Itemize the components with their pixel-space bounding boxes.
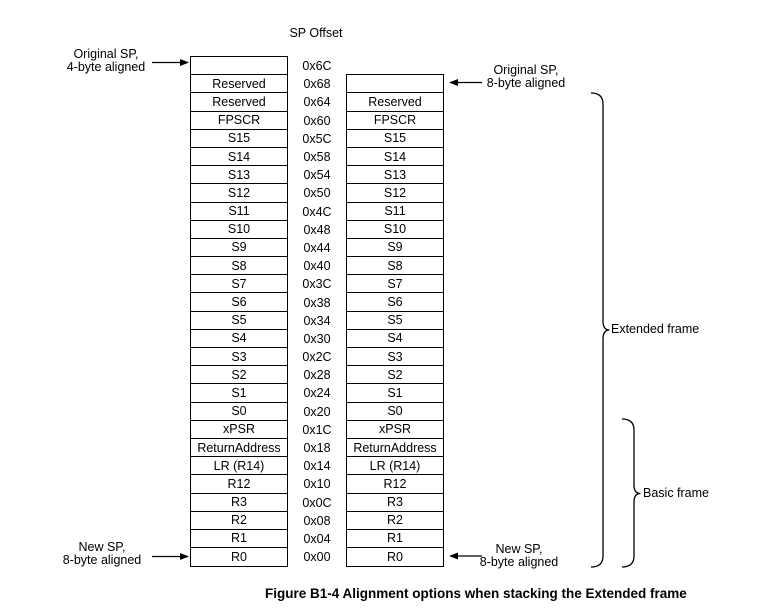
stack-cell: S2 <box>191 366 287 384</box>
label-line: 8-byte aligned <box>479 554 559 569</box>
offset-label: 0x40 <box>303 259 331 274</box>
stack-cell: S6 <box>347 293 443 311</box>
stack-cell: S10 <box>191 221 287 239</box>
offset-label: 0x08 <box>303 513 331 528</box>
stack-cell: R3 <box>191 494 287 512</box>
offset-label: 0x50 <box>303 186 331 201</box>
stack-cell: S12 <box>347 184 443 202</box>
stack-cell: R3 <box>347 494 443 512</box>
offset-label: 0x48 <box>303 222 331 237</box>
stack-cell: S10 <box>347 221 443 239</box>
label-line: Original SP, <box>73 47 139 61</box>
offset-label: 0x2C <box>302 350 332 365</box>
stack-cell: S9 <box>191 239 287 257</box>
stack-cell: S5 <box>191 312 287 330</box>
label-original-sp-8byte <box>470 64 582 89</box>
stack-cell: S5 <box>347 312 443 330</box>
offset-label: 0x64 <box>303 95 331 110</box>
offset-label: 0x00 <box>303 550 331 565</box>
stack-cell: S1 <box>191 384 287 402</box>
stack-cell: S0 <box>191 403 287 421</box>
offset-label: 0x04 <box>303 531 331 546</box>
stack-cell: R2 <box>347 512 443 530</box>
offset-label: 0x6C <box>302 59 332 74</box>
stack-cell: S3 <box>347 348 443 366</box>
offset-label: 0x44 <box>303 240 331 255</box>
stack-cell: Reserved <box>347 93 443 111</box>
stack-cell <box>191 57 287 75</box>
offset-label: 0x1C <box>302 422 332 437</box>
offset-label: 0x10 <box>303 477 331 492</box>
stack-cell: S2 <box>347 366 443 384</box>
stack-cell: S8 <box>347 257 443 275</box>
stack-cell: S4 <box>191 330 287 348</box>
right-stack-column <box>346 74 444 567</box>
figure-caption: Figure B1-4 Alignment options when stacking the Extended frame <box>265 586 687 601</box>
stack-cell: S0 <box>347 403 443 421</box>
label-line: 4-byte aligned <box>66 59 146 74</box>
offset-label: 0x28 <box>303 368 331 383</box>
offset-label: 0x34 <box>303 313 331 328</box>
stack-cell: S14 <box>347 148 443 166</box>
stack-cell: S13 <box>347 166 443 184</box>
offset-label: 0x20 <box>303 404 331 419</box>
stack-cell: S3 <box>191 348 287 366</box>
stack-cell: S6 <box>191 293 287 311</box>
offset-label: 0x58 <box>303 150 331 165</box>
label-line: New SP, <box>495 542 543 556</box>
brace-extended-frame <box>591 93 610 567</box>
stack-cell: R1 <box>191 530 287 548</box>
stack-cell <box>347 75 443 93</box>
stack-cell: S7 <box>191 275 287 293</box>
stack-cell: S15 <box>191 130 287 148</box>
label-extended-frame: Extended frame <box>611 322 700 336</box>
offset-label: 0x54 <box>303 168 331 183</box>
offset-label: 0x5C <box>302 131 332 146</box>
stack-cell: LR (R14) <box>191 457 287 475</box>
sp-offset-column <box>288 57 346 566</box>
offset-label: 0x14 <box>303 459 331 474</box>
offset-label: 0x24 <box>303 386 331 401</box>
label-line: 8-byte aligned <box>486 75 566 90</box>
stack-cell: Reserved <box>191 75 287 93</box>
offset-label: 0x18 <box>303 441 331 456</box>
label-line: New SP, <box>78 540 126 554</box>
stack-cell: R1 <box>347 530 443 548</box>
brace-basic-frame <box>622 419 641 567</box>
offset-label: 0x4C <box>302 204 332 219</box>
offset-label: 0x38 <box>303 295 331 310</box>
stack-cell: S11 <box>347 203 443 221</box>
stack-cell: S4 <box>347 330 443 348</box>
stack-cell: xPSR <box>191 421 287 439</box>
stack-cell: S7 <box>347 275 443 293</box>
stack-cell: R0 <box>231 550 247 565</box>
stack-cell: S8 <box>191 257 287 275</box>
stack-cell: R12 <box>347 475 443 493</box>
stack-cell: xPSR <box>347 421 443 439</box>
label-original-sp-4byte <box>36 48 176 73</box>
stack-cell: S11 <box>191 203 287 221</box>
stack-cell: S14 <box>191 148 287 166</box>
stack-cell: S1 <box>347 384 443 402</box>
label-new-sp-right <box>463 543 575 568</box>
stack-cell: ReturnAddress <box>191 439 287 457</box>
label-line: 8-byte aligned <box>62 552 142 567</box>
stack-cell: LR (R14) <box>347 457 443 475</box>
left-stack-column <box>190 56 288 567</box>
stack-cell: S12 <box>191 184 287 202</box>
stack-cell: Reserved <box>191 93 287 111</box>
stack-cell: R0 <box>387 550 403 565</box>
offset-label: 0x60 <box>303 113 331 128</box>
stack-cell: R2 <box>191 512 287 530</box>
sp-offset-header: SP Offset <box>289 26 343 40</box>
label-new-sp-left <box>32 541 172 566</box>
offset-label: 0x0C <box>302 495 332 510</box>
label-basic-frame: Basic frame <box>643 486 709 500</box>
offset-label: 0x68 <box>303 77 331 92</box>
stack-cell: S9 <box>347 239 443 257</box>
stack-cell: R12 <box>191 475 287 493</box>
stack-cell: ReturnAddress <box>347 439 443 457</box>
stack-cell: FPSCR <box>347 112 443 130</box>
stack-cell: S15 <box>347 130 443 148</box>
label-line: Original SP, <box>493 63 559 77</box>
stack-cell: S13 <box>191 166 287 184</box>
stack-cell: FPSCR <box>191 112 287 130</box>
offset-label: 0x3C <box>302 277 332 292</box>
offset-label: 0x30 <box>303 331 331 346</box>
